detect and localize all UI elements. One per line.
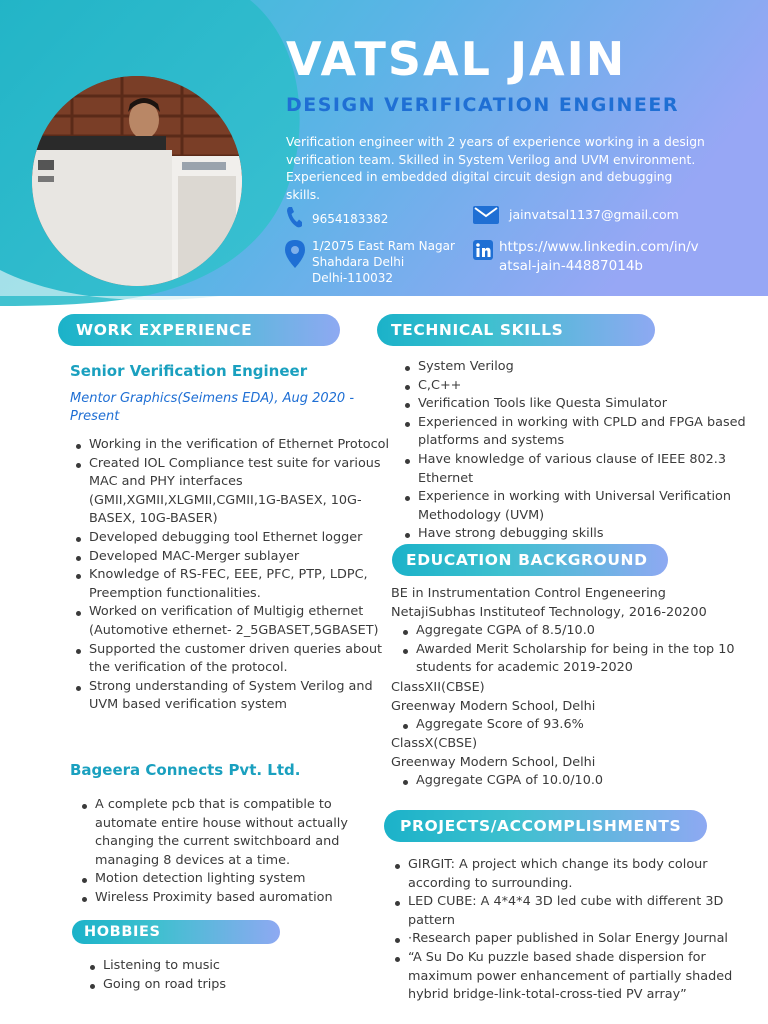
list-item: System Verilog bbox=[418, 358, 768, 377]
projects-heading: PROJECTS/ACCOMPLISHMENTS bbox=[384, 810, 707, 842]
profile-summary: Verification engineer with 2 years of experience working in a design verification team. Skilled in System Verilog and UVM environment. Experienced in embedded digital circuit design and debugging skills. bbox=[286, 135, 705, 202]
phone-icon bbox=[286, 205, 302, 229]
list-item: C,C++ bbox=[418, 377, 768, 396]
school12: Greenway Modern School, Delhi bbox=[391, 698, 596, 714]
class12: ClassXII(CBSE) bbox=[391, 679, 485, 695]
job2-title: Bageera Connects Pvt. Ltd. bbox=[70, 761, 301, 779]
email-address[interactable]: jainvatsal1137@gmail.com bbox=[509, 207, 679, 222]
list-item: A complete pcb that is compatible to automate entire house without actually changing the current switchboard and managing 8 devices at a time. bbox=[95, 796, 379, 870]
class10-bullets bbox=[391, 772, 763, 791]
list-item: Created IOL Compliance test suite for various MAC and PHY interfaces (GMII,XGMII,XLGMII,CGMII,1G-BASEX, 10G-BASEX, 10G-BASER) bbox=[89, 455, 389, 529]
job2-bullets bbox=[77, 796, 379, 908]
list-item: Wireless Proximity based auromation bbox=[95, 889, 379, 908]
list-item: Developed MAC-Merger sublayer bbox=[89, 548, 389, 567]
job1-company bbox=[70, 390, 370, 426]
location-icon bbox=[285, 240, 305, 268]
job-title: DESIGN VERIFICATION ENGINEER bbox=[286, 94, 679, 116]
list-item: Have strong debugging skills bbox=[418, 525, 768, 544]
list-item: Going on road trips bbox=[103, 976, 353, 995]
phone-number[interactable]: 9654183382 bbox=[312, 212, 389, 226]
linkedin-icon bbox=[473, 240, 493, 260]
list-item: Aggregate CGPA of 8.5/10.0 bbox=[416, 622, 763, 641]
school10: Greenway Modern School, Delhi bbox=[391, 755, 596, 771]
person-name: VATSAL JAIN bbox=[286, 32, 627, 86]
hobbies-list bbox=[85, 957, 353, 994]
job1-title: Senior Verification Engineer bbox=[70, 362, 308, 380]
job1-company-line-2: Present bbox=[70, 409, 120, 424]
linkedin-url[interactable] bbox=[499, 238, 699, 276]
linkedin-url-line-2: atsal-jain-44887014b bbox=[499, 258, 643, 274]
job1-company-line-1: Mentor Graphics(Seimens EDA), Aug 2020 - bbox=[70, 391, 355, 406]
job1-bullets bbox=[71, 436, 389, 715]
email-icon bbox=[473, 206, 499, 224]
list-item: Developed debugging tool Ethernet logger bbox=[89, 529, 389, 548]
profile-photo bbox=[32, 76, 242, 286]
list-item: Awarded Merit Scholarship for being in the top 10 students for academic 2019-2020 bbox=[416, 641, 763, 678]
address bbox=[312, 238, 455, 286]
class10: ClassX(CBSE) bbox=[391, 736, 478, 752]
list-item: Aggregate CGPA of 10.0/10.0 bbox=[416, 772, 763, 791]
list-item: Have knowledge of various clause of IEEE 802.3 Ethernet bbox=[418, 451, 768, 488]
skills-list bbox=[400, 358, 768, 544]
list-item: “A Su Do Ku puzzle based shade dispersion for maximum power enhancement of partially shaded hybrid bridge-link-total-cross-tied PV array” bbox=[408, 949, 758, 1005]
list-item: Supported the customer driven queries about the verification of the protocol. bbox=[89, 641, 389, 678]
list-item: GIRGIT: A project which change its body colour according to surrounding. bbox=[408, 856, 758, 893]
hobbies-heading: HOBBIES bbox=[72, 920, 280, 944]
address-line-2: Shahdara Delhi bbox=[312, 255, 405, 269]
technical-skills-heading: TECHNICAL SKILLS bbox=[377, 314, 655, 346]
list-item: Motion detection lighting system bbox=[95, 870, 379, 889]
address-line-3: Delhi-110032 bbox=[312, 271, 394, 285]
list-item: Verification Tools like Questa Simulator bbox=[418, 395, 768, 414]
education-heading: EDUCATION BACKGROUND bbox=[392, 544, 668, 576]
degree: BE in Instrumentation Control Engeneering bbox=[391, 586, 666, 601]
address-line-1: 1/2075 East Ram Nagar bbox=[312, 239, 455, 253]
list-item: Experienced in working with CPLD and FPGA based platforms and systems bbox=[418, 414, 768, 451]
list-item: Experience in working with Universal Verification Methodology (UVM) bbox=[418, 488, 768, 525]
list-item: Listening to music bbox=[103, 957, 353, 976]
list-item: Working in the verification of Ethernet Protocol bbox=[89, 436, 389, 455]
projects-list bbox=[390, 856, 758, 1005]
list-item: Aggregate Score of 93.6% bbox=[416, 716, 763, 735]
college: NetajiSubhas Instituteof Technology, 2016-20200 bbox=[391, 605, 707, 620]
linkedin-url-line-1: https://www.linkedin.com/in/v bbox=[499, 239, 699, 255]
list-item: Strong understanding of System Verilog and UVM based verification system bbox=[89, 678, 389, 715]
education-details bbox=[391, 584, 763, 791]
list-item: LED CUBE: A 4*4*4 3D led cube with different 3D pattern bbox=[408, 893, 758, 930]
list-item: Knowledge of RS-FEC, EEE, PFC, PTP, LDPC, Preemption functionalities. bbox=[89, 566, 389, 603]
work-experience-heading: WORK EXPERIENCE bbox=[58, 314, 340, 346]
list-item: Worked on verification of Multigig ethernet (Automotive ethernet- 2_5GBASET,5GBASET) bbox=[89, 603, 389, 640]
list-item: ·Research paper published in Solar Energy Journal bbox=[408, 930, 758, 949]
class12-bullets bbox=[391, 716, 763, 735]
college-bullets bbox=[391, 622, 763, 678]
